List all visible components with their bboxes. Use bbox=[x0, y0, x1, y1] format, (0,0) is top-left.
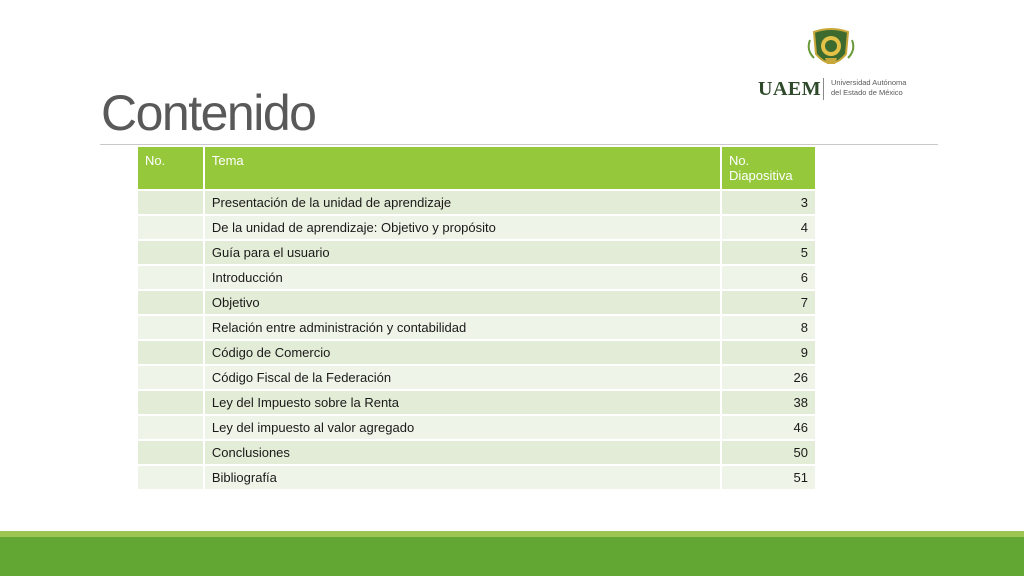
cell-tema: Código Fiscal de la Federación bbox=[204, 365, 721, 390]
cell-diapositiva: 7 bbox=[721, 290, 816, 315]
table-row bbox=[137, 240, 816, 265]
cell-no bbox=[137, 315, 204, 340]
table-row bbox=[137, 215, 816, 240]
slide-title: Contenido bbox=[101, 85, 316, 141]
cell-no bbox=[137, 190, 204, 215]
cell-no bbox=[137, 465, 204, 490]
table-row bbox=[137, 340, 816, 365]
cell-diapositiva: 51 bbox=[721, 465, 816, 490]
cell-tema: De la unidad de aprendizaje: Objetivo y propósito bbox=[204, 215, 721, 240]
cell-diapositiva: 8 bbox=[721, 315, 816, 340]
table-row bbox=[137, 315, 816, 340]
cell-no bbox=[137, 340, 204, 365]
table-row bbox=[137, 365, 816, 390]
cell-tema: Ley del Impuesto sobre la Renta bbox=[204, 390, 721, 415]
cell-diapositiva: 3 bbox=[721, 190, 816, 215]
cell-no bbox=[137, 365, 204, 390]
cell-diapositiva: 26 bbox=[721, 365, 816, 390]
cell-no bbox=[137, 390, 204, 415]
uaem-logo bbox=[756, 28, 956, 104]
cell-tema: Introducción bbox=[204, 265, 721, 290]
cell-diapositiva: 38 bbox=[721, 390, 816, 415]
table-row bbox=[137, 290, 816, 315]
cell-tema: Guía para el usuario bbox=[204, 240, 721, 265]
cell-no bbox=[137, 440, 204, 465]
cell-tema: Bibliografía bbox=[204, 465, 721, 490]
cell-no bbox=[137, 290, 204, 315]
cell-tema: Objetivo bbox=[204, 290, 721, 315]
cell-tema: Relación entre administración y contabilidad bbox=[204, 315, 721, 340]
header-tema: Tema bbox=[204, 146, 721, 190]
cell-no bbox=[137, 215, 204, 240]
cell-diapositiva: 46 bbox=[721, 415, 816, 440]
contents-table bbox=[136, 145, 817, 491]
cell-no bbox=[137, 265, 204, 290]
table-row bbox=[137, 465, 816, 490]
logo-divider bbox=[823, 78, 824, 100]
university-crest-icon bbox=[806, 28, 856, 70]
cell-no bbox=[137, 240, 204, 265]
header-diapositiva: No. Diapositiva bbox=[721, 146, 816, 190]
cell-tema: Presentación de la unidad de aprendizaje bbox=[204, 190, 721, 215]
table-header-row bbox=[137, 146, 816, 190]
cell-diapositiva: 50 bbox=[721, 440, 816, 465]
cell-diapositiva: 5 bbox=[721, 240, 816, 265]
header-no: No. bbox=[137, 146, 204, 190]
table-row bbox=[137, 440, 816, 465]
cell-no bbox=[137, 415, 204, 440]
cell-tema: Código de Comercio bbox=[204, 340, 721, 365]
logo-line-2: del Estado de México bbox=[831, 88, 903, 97]
logo-subtitle bbox=[831, 78, 906, 98]
cell-diapositiva: 4 bbox=[721, 215, 816, 240]
cell-tema: Ley del impuesto al valor agregado bbox=[204, 415, 721, 440]
table-row bbox=[137, 390, 816, 415]
footer-band-dark bbox=[0, 537, 1024, 576]
logo-line-1: Universidad Autónoma bbox=[831, 78, 907, 87]
table-row bbox=[137, 415, 816, 440]
table-body bbox=[137, 190, 816, 490]
cell-diapositiva: 6 bbox=[721, 265, 816, 290]
cell-tema: Conclusiones bbox=[204, 440, 721, 465]
table-row bbox=[137, 265, 816, 290]
cell-diapositiva: 9 bbox=[721, 340, 816, 365]
table-row bbox=[137, 190, 816, 215]
logo-wordmark: UAEM bbox=[758, 78, 822, 100]
